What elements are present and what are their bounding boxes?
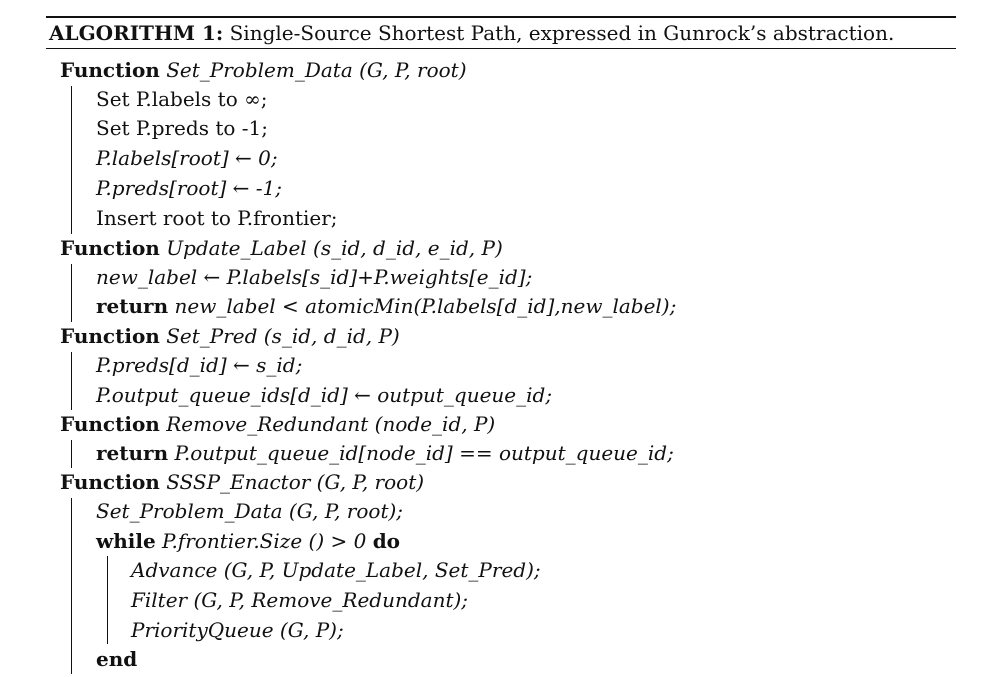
header-rule: [46, 48, 956, 49]
function-name: Set_Problem_Data: [166, 58, 353, 82]
function-params: (node_id, P): [368, 412, 496, 436]
statement: return new_label < atomicMin(P.labels[d_id],new_label);: [96, 294, 677, 318]
indent-bar-while-loop: [107, 556, 108, 644]
algorithm-caption: Single-Source Shortest Path, expressed in Gunrock’s abstraction.: [223, 21, 895, 45]
loop-statement: Advance (G, P, Update_Label, Set_Pred);: [131, 558, 541, 582]
function-name: Update_Label: [166, 236, 307, 260]
indent-bar-remove-redundant: [71, 440, 72, 468]
loop-statement: PriorityQueue (G, P);: [131, 618, 344, 642]
statement: Insert root to P.frontier;: [96, 206, 338, 230]
function-name: Set_Pred: [166, 324, 258, 348]
statement: Set P.labels to ∞;: [96, 87, 268, 111]
statement: P.preds[root] ← -1;: [96, 176, 283, 200]
statement: Set P.preds to -1;: [96, 116, 268, 140]
top-rule: [46, 16, 956, 18]
while-header: while P.frontier.Size () > 0 do: [96, 529, 401, 553]
end-keyword: end: [96, 647, 138, 671]
indent-bar-sssp-enactor: [71, 498, 72, 674]
statement: P.preds[d_id] ← s_id;: [96, 353, 303, 377]
function-header: Function Update_Label (s_id, d_id, e_id, P): [60, 236, 503, 260]
function-name: SSSP_Enactor: [166, 470, 311, 494]
function-params: (s_id, d_id, e_id, P): [306, 236, 503, 260]
statement: new_label ← P.labels[s_id]+P.weights[e_id];: [96, 265, 533, 289]
indent-bar-set-problem-data: [71, 86, 72, 234]
function-name: Remove_Redundant: [166, 412, 369, 436]
function-params: (G, P, root): [352, 58, 467, 82]
function-header: Function SSSP_Enactor (G, P, root): [60, 470, 425, 494]
function-header: Function Set_Problem_Data (G, P, root): [60, 58, 467, 82]
statement: Set_Problem_Data (G, P, root);: [96, 499, 404, 523]
algorithm-label: ALGORITHM 1:: [49, 21, 224, 45]
function-header: Function Set_Pred (s_id, d_id, P): [60, 324, 400, 348]
function-params: (s_id, d_id, P): [257, 324, 400, 348]
function-header: Function Remove_Redundant (node_id, P): [60, 412, 496, 436]
indent-bar-set-pred: [71, 352, 72, 410]
function-params: (G, P, root): [310, 470, 425, 494]
indent-bar-update-label: [71, 264, 72, 322]
statement: P.labels[root] ← 0;: [96, 146, 278, 170]
statement: P.output_queue_ids[d_id] ← output_queue_id;: [96, 383, 553, 407]
statement: return P.output_queue_id[node_id] == output_queue_id;: [96, 441, 674, 465]
algorithm-header: [49, 20, 894, 46]
loop-statement: Filter (G, P, Remove_Redundant);: [131, 588, 469, 612]
